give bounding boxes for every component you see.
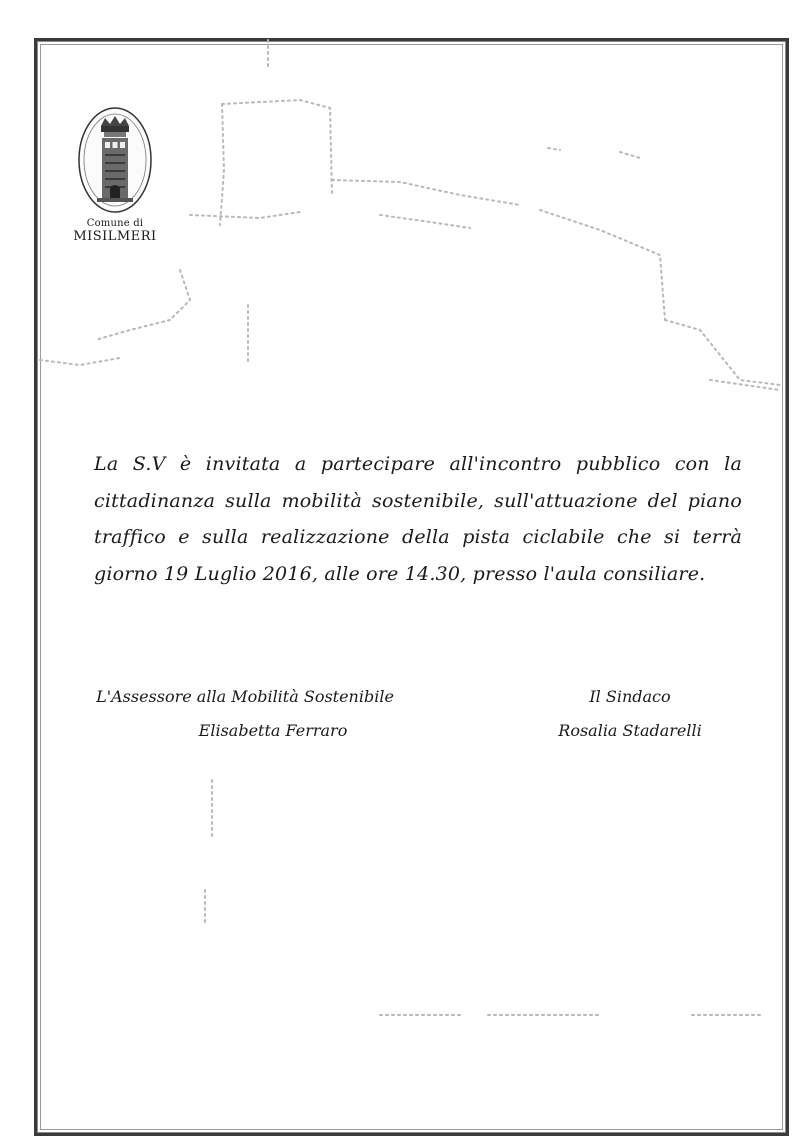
invitation-text: La S.V è invitata a partecipare all'incontro pubblico con la cittadinanza sulla mobilità sostenibile, sull'attuazione del piano traffico e sulla realizzazione della pista ciclabile che si terrà giorno 19 Luglio 2016, alle ore 14.30, presso l'aula consiliare. [94, 453, 742, 585]
logo-caption-line2: MISILMERI [73, 229, 157, 244]
sindaco-title: Il Sindaco [589, 687, 671, 706]
sindaco-name: Rosalia Stadarelli [558, 721, 702, 740]
assessore-signature-block [80, 680, 410, 748]
coat-of-arms-seal [75, 104, 155, 216]
sindaco-signature-block [530, 680, 730, 748]
logo-caption-line1: Comune di [86, 218, 144, 229]
assessore-title: L'Assessore alla Mobilità Sostenibile [96, 687, 394, 706]
assessore-name: Elisabetta Ferraro [198, 721, 348, 740]
municipality-logo [66, 104, 164, 244]
